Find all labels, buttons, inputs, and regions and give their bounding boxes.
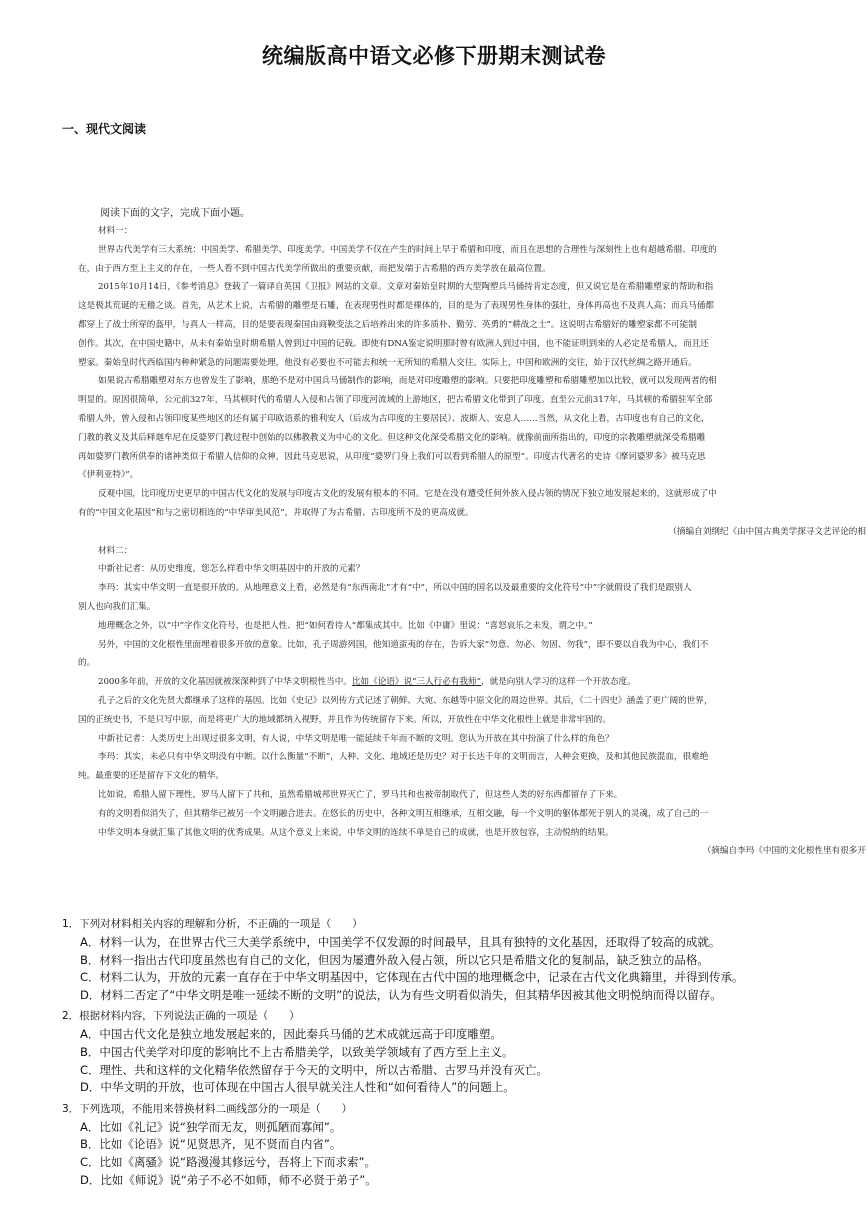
answer-option[interactable]: B．比如《论语》说“见贤思齐，见不贤而自内省”。 — [80, 1137, 342, 1152]
passage-line: 门教的教义及其后释迦牟尼在反婆罗门教过程中创始的以佛教教义为中心的文化。但这种文化深受希腊文化的影响。就像前面所指出的，印度的宗教雕塑就深受希腊雕 — [78, 432, 706, 443]
question-stem: 1．下列对材料相关内容的理解和分析，不正确的一项是（ ） — [62, 918, 363, 930]
page-title: 统编版高中语文必修下册期末测试卷 — [262, 44, 606, 68]
passage-line: 再如婆罗门教所供奉的诸神类似于希腊人信仰的众神，因此马克思说，从印度“婆罗门身上我们可以看到希腊人的原型”。印度古代著名的史诗《摩诃婆罗多》被马克思 — [78, 451, 706, 462]
passage-line: 的。 — [78, 658, 96, 669]
answer-option[interactable]: B．中国古代美学对印度的影响比不上古希腊美学，以致美学领域有了西方至上主义。 — [80, 1044, 514, 1059]
passage-line: 纯。最重要的还是留存下文化的精华。 — [78, 771, 225, 782]
answer-option[interactable]: C．比如《离骚》说“路漫漫其修远兮，吾将上下而求索”。 — [80, 1154, 376, 1169]
answer-option[interactable]: D．中华文明的开放，也可体现在中国古人很早就关注人性和“如何看待人”的问题上。 — [80, 1080, 515, 1095]
answer-option[interactable]: D．比如《师说》说“弟子不必不如师，师不必贤于弟子”。 — [80, 1172, 377, 1187]
passage-line: 明显的。原因很简单，公元前327年，马其顿时代的希腊人入侵和占领了印度河流域的上游地区，把古希腊文化带到了印度。直至公元前317年，马其顿的希腊驻军全部 — [78, 395, 713, 406]
passage-line: 世界古代美学有三大系统：中国美学、希腊美学、印度美学。中国美学不仅在产生的时间上早于希腊和印度，而且在思想的合理性与深刻性上也有超越希腊、印度的 — [98, 244, 717, 255]
reading-passage — [78, 222, 868, 861]
underlined-quote: 比如《论语》说“三人行必有我师” — [351, 677, 482, 688]
passage-line: 《伊利亚特》”。 — [78, 470, 139, 481]
passage-line: 国的正统史书，不是只写中原，而是将更广大的地域都纳入视野，并且作为传统留存下来。所以，开放性在中华文化根性上就是非常牢固的。 — [78, 714, 611, 725]
passage-line: 中新社记者：从历史维度，您怎么样看中华文明基因中的开放的元素？ — [98, 564, 365, 575]
answer-option[interactable]: C．材料二认为，开放的元素一直存在于中华文明基因中，它体现在古代中国的地理概念中，记录在古代文化典籍里，并得到传承。 — [80, 970, 744, 985]
material-one-label: 材料一： — [98, 226, 133, 236]
passage-line: 如果说古希腊雕塑对东方也曾发生了影响，那绝不是对中国兵马俑制作的影响，而是对印度雕塑的影响。只要把印度雕塑和希腊雕塑加以比较，就可以发现两者的相 — [98, 376, 717, 387]
passage-line: 有的“中国文化基因”和与之密切相连的“中华审美风范”，并取得了为古希腊、古印度所不及的更高成就。 — [78, 507, 474, 518]
passage-line: 希腊人外，曾入侵和占领印度某些地区的还有属于印欧语系的雅利安人（后成为古印度的主要居民）、波斯人、安息人……当然，从文化上看，古印度也有自己的文化， — [78, 413, 710, 424]
passage-line: 反观中国，比印度历史更早的中国古代文化的发展与印度古文化的发展有根本的不同。它是在没有遭受任何外族入侵占领的情况下独立地发展起来的，这就形成了中 — [98, 489, 717, 500]
passage-line: 地理概念之外，以“中”字作文化符号，也是把人性、把“如何看待人”都集成其中。比如《中庸》里说：“喜怒哀乐之未发，谓之中。” — [98, 620, 593, 631]
passage-line: 孔子之后的文化先贤大都继承了这样的基因。比如《史记》以列传方式记述了朝鲜、大宛、东越等中原文化的周边世界。其后，《二十四史》涵盖了更广阔的世界， — [98, 695, 713, 706]
question-stem: 2．根据材料内容，下列说法正确的一项是（ ） — [62, 1010, 300, 1023]
passage-line: 有的文明看似消失了，但其精华已被另一个文明融合进去。在悠长的历史中，各种文明互相继承，互相交融，每一个文明的躯体都死于别人的灵魂，成了自己的一 — [98, 808, 709, 819]
passage-line: 李玛：其实中华文明一直是很开放的。从地理意义上看，必然是有“东西南北”才有“中”，所以中国的国名以及最重要的文化符号“中”字就假设了我们是跟别人 — [98, 583, 692, 594]
answer-option[interactable]: D．材料二否定了“中华文明是唯一延续不断的文明”的说法，认为有些文明看似消失，但其精华因被其他文明悦纳而得以留存。 — [80, 987, 722, 1002]
passage-line: 比如说，希腊人留下理性，罗马人留下了共和，虽然希腊城邦世界灭亡了，罗马共和也被帝制取代了，但这些人类的好东西都留存了下来。 — [98, 789, 623, 800]
passage-line: 都穿上了战士所穿的盔甲，与真人一样高，目的是要表现秦国由商鞅变法之后培养出来的许多质朴、勤劳、英勇的“耕战之士”。这说明古希腊好的雕塑家都不可能制 — [78, 319, 697, 330]
answer-option[interactable]: A．比如《礼记》说“独学而无友，则孤陋而寡闻”。 — [80, 1119, 342, 1134]
answer-option[interactable]: C．理性、共和这样的文化精华依然留存于今天的文明中，所以古希腊、古罗马并没有灭亡。 — [80, 1062, 549, 1077]
passage-line: 中新社记者：人类历史上出现过很多文明，有人说，中华文明是唯一能延续千年而不断的文明。您认为开放在其中扮演了什么样的角色？ — [98, 733, 614, 744]
material-one-source: （摘编自刘纲纪《由中国古典美学探寻文艺评论的相 — [668, 526, 866, 537]
passage-line: 另外，中国的文化根性里面埋着很多开放的意象。比如，孔子周游列国，他知道蛮夷的存在，告诉大家“勿意、勿必、勿固、勿我”，即不要以自我为中心，我们不 — [98, 639, 709, 650]
passage-text: ，就是向别人学习的这样一个开放态度。 — [481, 677, 636, 688]
passage-line: 2015年10月14日，《参考消息》登载了一篇译自英国《卫报》网站的文章。文章对秦始皇时期的大型陶塑兵马俑持肯定态度，但又说它是在希腊雕塑家的帮助和指 — [98, 282, 714, 293]
question-list — [62, 915, 862, 1189]
question-stem: 3．下列选项，不能用来替换材料二画线部分的一项是（ ） — [62, 1102, 353, 1115]
passage-line: 别人也向我们汇集。 — [78, 601, 156, 612]
answer-option[interactable]: A．材料一认为，在世界古代三大美学系统中，中国美学不仅发源的时间最早，且具有独特的文化基因，还取得了较高的成就。 — [80, 935, 721, 949]
answer-option[interactable]: A．中国古代文化是独立地发展起来的，因此秦兵马俑的艺术成就远高于印度雕塑。 — [80, 1027, 502, 1042]
answer-option[interactable]: B．材料一指出古代印度虽然也有自己的文化，但因为屡遭外敌入侵占领，所以它只是希腊文化的复制品，缺乏独立的品格。 — [80, 952, 709, 967]
passage-line: 塑家。秦始皇时代西临国内种种紧急的问题需要处理，他没有必要也不可能去和统一无所知的希腊人交往。实际上，中国和欧洲的交往，始于汉代丝绸之路开通后。 — [78, 357, 697, 368]
material-two-label: 材料二： — [98, 545, 133, 556]
passage-line: 中华文明本身就汇集了其他文明的优秀成果。从这个意义上来说，中华文明的连续不单是自己的成就，也是开放包容，主动悦纳的结果。 — [98, 827, 614, 838]
passage-line: 李玛：其实，未必只有中华文明没有中断。以什么衡量“不断”，人种、文化、地域还是历史？对于长达千年的文明而言，人种会更换，及和其他民族混血，很难绝 — [98, 752, 709, 763]
passage-line-underlined — [78, 673, 868, 692]
section-heading: 一、现代文阅读 — [62, 122, 147, 136]
passage-text: 2000多年前，开放的文化基因就被深深种到了中华文明根性当中。 — [98, 677, 352, 688]
passage-line: 在，由于西方至上主义的存在，一些人看不到中国古代美学所做出的重要贡献，而把发端于古希腊的西方美学放在最高位置。 — [78, 263, 551, 274]
passage-line: 这是极其荒诞的无稽之谈。首先，从艺术上说，古希腊的雕塑是石雕，在表现男性时都是裸体的，目的是为了表现男性身体的强壮，身体再高也不及真人高；而兵马俑都 — [78, 301, 714, 312]
reading-instruction: 阅读下面的文字，完成下面小题。 — [100, 208, 250, 219]
passage-line: 创作。其次，在中国史籍中，从未有秦始皇时期希腊人曾到过中国的记载。即使有DNA鉴定说明那时曾有欧洲人到过中国，也不能证明到来的人必定是希腊人，而且还 — [78, 338, 709, 349]
material-two-source: （摘编自李玛《中国的文化根性里有很多开 — [702, 846, 866, 857]
